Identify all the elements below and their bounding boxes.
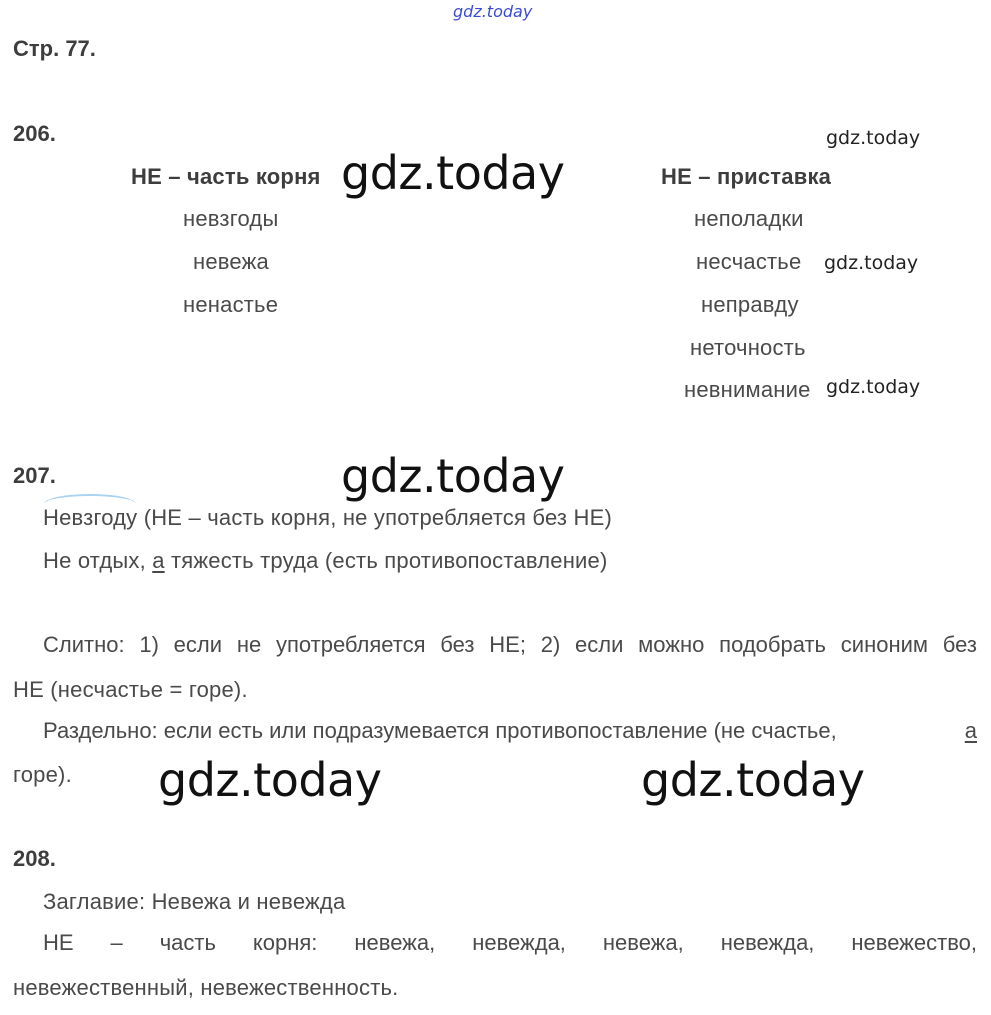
rule-separate-conjunction: а (964, 718, 977, 743)
root-word-3: ненастье (183, 292, 279, 317)
top-watermark: gdz.today (453, 2, 533, 21)
ex207-line-2 (43, 548, 608, 574)
watermark-small-3: gdz.today (826, 376, 921, 398)
ex207-line-1: Невзгоду (НЕ – часть корня, не употребляется без НЕ) (43, 505, 612, 530)
prefix-word-4: неточность (690, 335, 806, 360)
ex208-line-1: НЕ – часть корня: невежа, невежда, невежа, невежда, невежество, (43, 930, 977, 955)
rule-together-line-1: Слитно: 1) если не употребляется без НЕ; 2) если можно подобрать синоним без (43, 632, 977, 657)
prefix-word-2: несчастье (696, 249, 802, 274)
root-word-1: невзгоды (183, 206, 279, 231)
ex207-line-2-before: Не отдых, (43, 548, 153, 573)
exercise-208-number: 208. (13, 846, 56, 871)
ex207-line-2-after: тяжесть труда (есть противопоставление) (164, 548, 608, 573)
exercise-207-number: 207. (13, 463, 56, 488)
rule-together-line-2: НЕ (несчастье = горе). (13, 677, 248, 702)
page-label: Стр. 77. (13, 36, 96, 61)
exercise-206-number: 206. (13, 121, 56, 146)
prefix-heading: НЕ – приставка (661, 164, 832, 189)
root-heading: НЕ – часть корня (131, 164, 321, 189)
ex208-title-line: Заглавие: Невежа и невежда (43, 889, 346, 914)
watermark-big-1: gdz.today (341, 146, 565, 200)
rule-separate-line-2: горе). (13, 762, 72, 787)
prefix-word-5: невнимание (684, 377, 811, 402)
ex207-line-2-conjunction: а (152, 548, 165, 573)
rule-separate-line-1 (43, 710, 977, 752)
watermark-small-2: gdz.today (824, 252, 919, 274)
watermark-small-1: gdz.today (826, 127, 921, 149)
watermark-big-4: gdz.today (641, 753, 865, 807)
prefix-word-1: неполадки (694, 206, 804, 231)
watermark-big-3: gdz.today (158, 753, 382, 807)
root-word-2: невежа (193, 249, 269, 274)
rule-separate-text: Раздельно: если есть или подразумевается противопоставление (не счастье, (43, 718, 837, 743)
ex208-line-2: невежественный, невежественность. (13, 975, 399, 1000)
watermark-big-2: gdz.today (341, 449, 565, 503)
prefix-word-3: неправду (701, 292, 799, 317)
